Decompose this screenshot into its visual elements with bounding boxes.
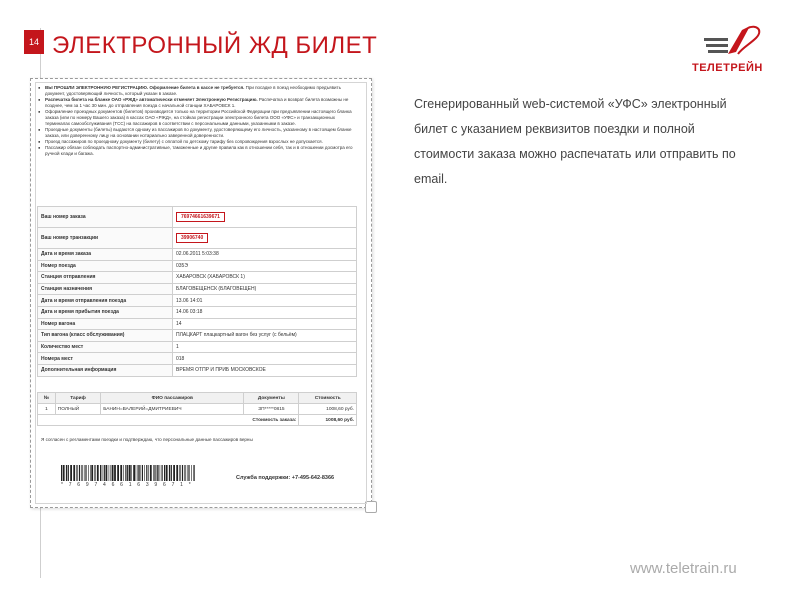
ticket-preview bbox=[30, 78, 372, 508]
barcode-bar bbox=[84, 465, 85, 481]
row-label: Номер поезда bbox=[38, 260, 173, 272]
passenger-name: БАНИН=ВАЛЕРИЙ=ДМИТРИЕВИЧ bbox=[101, 404, 244, 415]
slide-description: Сгенерированный web-системой «УФС» электронный билет с указанием реквизитов поездки и полной стоимости заказа можно распечатать или отправить по email. bbox=[414, 97, 736, 186]
row-label: Дата и время отправления поезда bbox=[38, 295, 173, 307]
barcode-bar bbox=[100, 465, 101, 481]
barcode-bar bbox=[154, 465, 155, 481]
barcode-bar bbox=[104, 465, 105, 481]
barcode-bar bbox=[61, 465, 62, 481]
row-label: Тип вагона (класс обслуживания) bbox=[38, 330, 173, 342]
barcode-bar bbox=[63, 465, 65, 481]
barcode-bar bbox=[73, 465, 75, 481]
passengers-table bbox=[37, 392, 357, 426]
barcode-bar bbox=[155, 465, 156, 481]
order-number-label: Ваш номер заказа bbox=[38, 207, 173, 228]
barcode-bar bbox=[157, 465, 158, 481]
row-label: Дата и время заказа bbox=[38, 249, 173, 261]
barcode-bar bbox=[114, 465, 116, 481]
table-row bbox=[38, 306, 357, 318]
barcode-bar bbox=[169, 465, 170, 481]
row-value: 13.06 14:01 bbox=[173, 295, 357, 307]
barcode-bar bbox=[182, 465, 183, 481]
column-header: ФИО пассажиров bbox=[101, 393, 244, 404]
barcode-bar bbox=[193, 465, 194, 481]
column-header: Стоимость bbox=[299, 393, 357, 404]
barcode-bar bbox=[188, 465, 189, 481]
ticket-rule: ● ВЫ ПРОШЛИ ЭЛЕКТРОННУЮ РЕГИСТРАЦИЮ. Оформление билета в кассе не требуется. При посадке в поезд необходимо предъявить документ, удостоверяющий личность, который указан в заказе. bbox=[37, 85, 353, 97]
barcode-bar bbox=[127, 465, 128, 481]
barcode-bar bbox=[76, 465, 77, 481]
column-header: № bbox=[38, 393, 56, 404]
slide-title: ЭЛЕКТРОННЫЙ ЖД БИЛЕТ bbox=[52, 32, 378, 59]
barcode-bar bbox=[131, 465, 132, 481]
barcode-bar bbox=[85, 465, 86, 481]
barcode-bar bbox=[88, 465, 89, 481]
barcode-bar bbox=[184, 465, 185, 481]
row-value: ПЛАЦКАРТ плацкартный вагон без услуг (с бельём) bbox=[173, 330, 357, 342]
barcode-bar bbox=[142, 465, 143, 481]
row-value: ВРЕМЯ ОТПР И ПРИБ МОСКОВСКОЕ bbox=[173, 364, 357, 376]
barcode-bar bbox=[97, 465, 99, 481]
logo-text: ТЕЛЕТРЕЙН bbox=[692, 62, 763, 74]
barcode-bar bbox=[125, 465, 126, 481]
row-label: Номера мест bbox=[38, 353, 173, 365]
table-row bbox=[38, 353, 357, 365]
row-value: 02.06.2011 5:03:38 bbox=[173, 249, 357, 261]
barcode-bar bbox=[117, 465, 119, 481]
barcode-bar bbox=[189, 465, 190, 481]
total-label: Стоимость заказа: bbox=[38, 415, 299, 426]
table-row bbox=[38, 318, 357, 330]
barcode-bar bbox=[81, 465, 82, 481]
table-row bbox=[38, 283, 357, 295]
barcode-bar bbox=[171, 465, 172, 481]
ticket-rule: ● Проездные документы (билеты) выдаются одному из пассажиров по документу, удостоверяющему его личность, указанному в настоящем бланке заказа, или доверенному лицу на основании нотариально заверенной доверенности. bbox=[37, 127, 353, 139]
column-header: Тариф bbox=[55, 393, 100, 404]
barcode-bar bbox=[138, 465, 139, 481]
passenger-doc: ЗП*****0815 bbox=[244, 404, 299, 415]
ticket-rule: ● Пассажир обязан соблюдать паспортно-административные, таможенные и другие правила как в отношении себя, так и в отношении досмотра его ручной клади и багажа. bbox=[37, 145, 353, 157]
table-row bbox=[38, 415, 357, 426]
ticket-rule: ● Оформление проездных документов (билетов) производится только на территории Российской Федерации при предъявлении настоящего бланка заказа (или по номеру Вашего заказа) в кассах ОАО «РЖД», на стойках регистрации электронного билета ООО «УФС» и транзакционных терминалах самообслуживания (ТСС) на пассажиров в соответствии с персональными данными, указанными в заказе. bbox=[37, 109, 353, 127]
total-value: 1008,60 руб. bbox=[299, 415, 357, 426]
row-value: БЛАГОВЕЩЕНСК (БЛАГОВЕЩЕН) bbox=[173, 283, 357, 295]
barcode-bar bbox=[176, 465, 178, 481]
barcode-bar bbox=[144, 465, 145, 481]
table-row bbox=[38, 404, 357, 415]
barcode-bar bbox=[66, 465, 67, 481]
barcode-bar bbox=[133, 465, 135, 481]
barcode-bar bbox=[158, 465, 159, 481]
order-number: 76974661639671 bbox=[176, 212, 225, 222]
barcode-bar bbox=[191, 465, 192, 481]
ticket-info-table bbox=[37, 206, 357, 377]
row-value: ХАБАРОВСК (ХАБАРОВСК 1) bbox=[173, 272, 357, 284]
transaction-number: 39906740 bbox=[176, 233, 208, 243]
transaction-label: Ваш номер транзакции bbox=[38, 228, 173, 249]
barcode-bar bbox=[179, 465, 180, 481]
column-header: Документы bbox=[244, 393, 299, 404]
passenger-tariff: ПОЛНЫЙ bbox=[55, 404, 100, 415]
consent-text: Я согласен с регламентами поездки и подтверждаю, что персональные данные пассажиров верны bbox=[41, 437, 253, 442]
table-row bbox=[38, 249, 357, 261]
barcode-bar bbox=[129, 465, 131, 481]
barcode-bar bbox=[70, 465, 72, 481]
table-row bbox=[38, 207, 357, 228]
barcode-bar bbox=[194, 465, 195, 481]
ticket-rule: ● Проезд пассажиров по проездному документу (билету) с оплатой по детскому тарифу без сопровождения взрослых не допускается. bbox=[37, 139, 353, 145]
passenger-n: 1 bbox=[38, 404, 56, 415]
barcode-bar bbox=[90, 465, 91, 481]
table-row bbox=[38, 341, 357, 353]
barcode-bar bbox=[86, 465, 87, 481]
barcode-bar bbox=[79, 465, 80, 481]
barcode-bar bbox=[160, 465, 161, 481]
footer-url: www.teletrain.ru bbox=[630, 560, 737, 577]
row-value: 018 bbox=[173, 353, 357, 365]
table-row bbox=[38, 260, 357, 272]
barcode-bar bbox=[111, 465, 112, 481]
row-value: 035Э bbox=[173, 260, 357, 272]
barcode-bar bbox=[136, 465, 137, 481]
barcode-bar bbox=[153, 465, 154, 481]
row-label: Номер вагона bbox=[38, 318, 173, 330]
table-row bbox=[38, 330, 357, 342]
table-row bbox=[38, 364, 357, 376]
barcode-bar bbox=[94, 465, 95, 481]
barcode-bar bbox=[164, 465, 165, 481]
barcode-bar bbox=[112, 465, 114, 481]
barcode-number: * 7 6 9 7 4 6 6 1 6 3 9 6 7 1 * bbox=[61, 482, 193, 488]
ticket-rules bbox=[37, 85, 353, 157]
barcode-bar bbox=[139, 465, 140, 481]
barcode-bar bbox=[120, 465, 122, 481]
barcode-bar bbox=[162, 465, 163, 481]
barcode-bar bbox=[106, 465, 108, 481]
row-value: 14 bbox=[173, 318, 357, 330]
barcode-bar bbox=[102, 465, 103, 481]
barcode-bar bbox=[123, 465, 124, 481]
row-label: Количество мест bbox=[38, 341, 173, 353]
barcode-icon bbox=[61, 465, 195, 481]
row-label: Станция отправления bbox=[38, 272, 173, 284]
ticket-rule: ● Распечатка билета на бланке ОАО «РЖД» автоматически отменяет Электронную Регистрацию. Распечатка и возврат билета возможны не позднее, чем за 1 час 30 мин. до отправления поезда с начальной станции ХАБАРОВСК 1. bbox=[37, 97, 353, 109]
slide-number-badge: 14 bbox=[24, 30, 44, 54]
barcode-bar bbox=[187, 465, 188, 481]
row-label: Станция назначения bbox=[38, 283, 173, 295]
passenger-cost: 1008,60 руб. bbox=[299, 404, 357, 415]
barcode-bar bbox=[109, 465, 110, 481]
barcode-bar bbox=[166, 465, 168, 481]
table-row bbox=[38, 295, 357, 307]
barcode-bar bbox=[68, 465, 69, 481]
table-row bbox=[38, 272, 357, 284]
barcode-bar bbox=[150, 465, 152, 481]
row-label: Дата и время прибытия поезда bbox=[38, 306, 173, 318]
barcode-bar bbox=[146, 465, 147, 481]
barcode-bar bbox=[148, 465, 149, 481]
table-row bbox=[38, 228, 357, 249]
support-phone: Служба поддержки: +7-495-642-8366 bbox=[236, 475, 335, 481]
row-label: Дополнительная информация bbox=[38, 364, 173, 376]
barcode-bar bbox=[173, 465, 175, 481]
row-value: 14.06 03:18 bbox=[173, 306, 357, 318]
barcode-bar bbox=[91, 465, 93, 481]
row-value: 1 bbox=[173, 341, 357, 353]
